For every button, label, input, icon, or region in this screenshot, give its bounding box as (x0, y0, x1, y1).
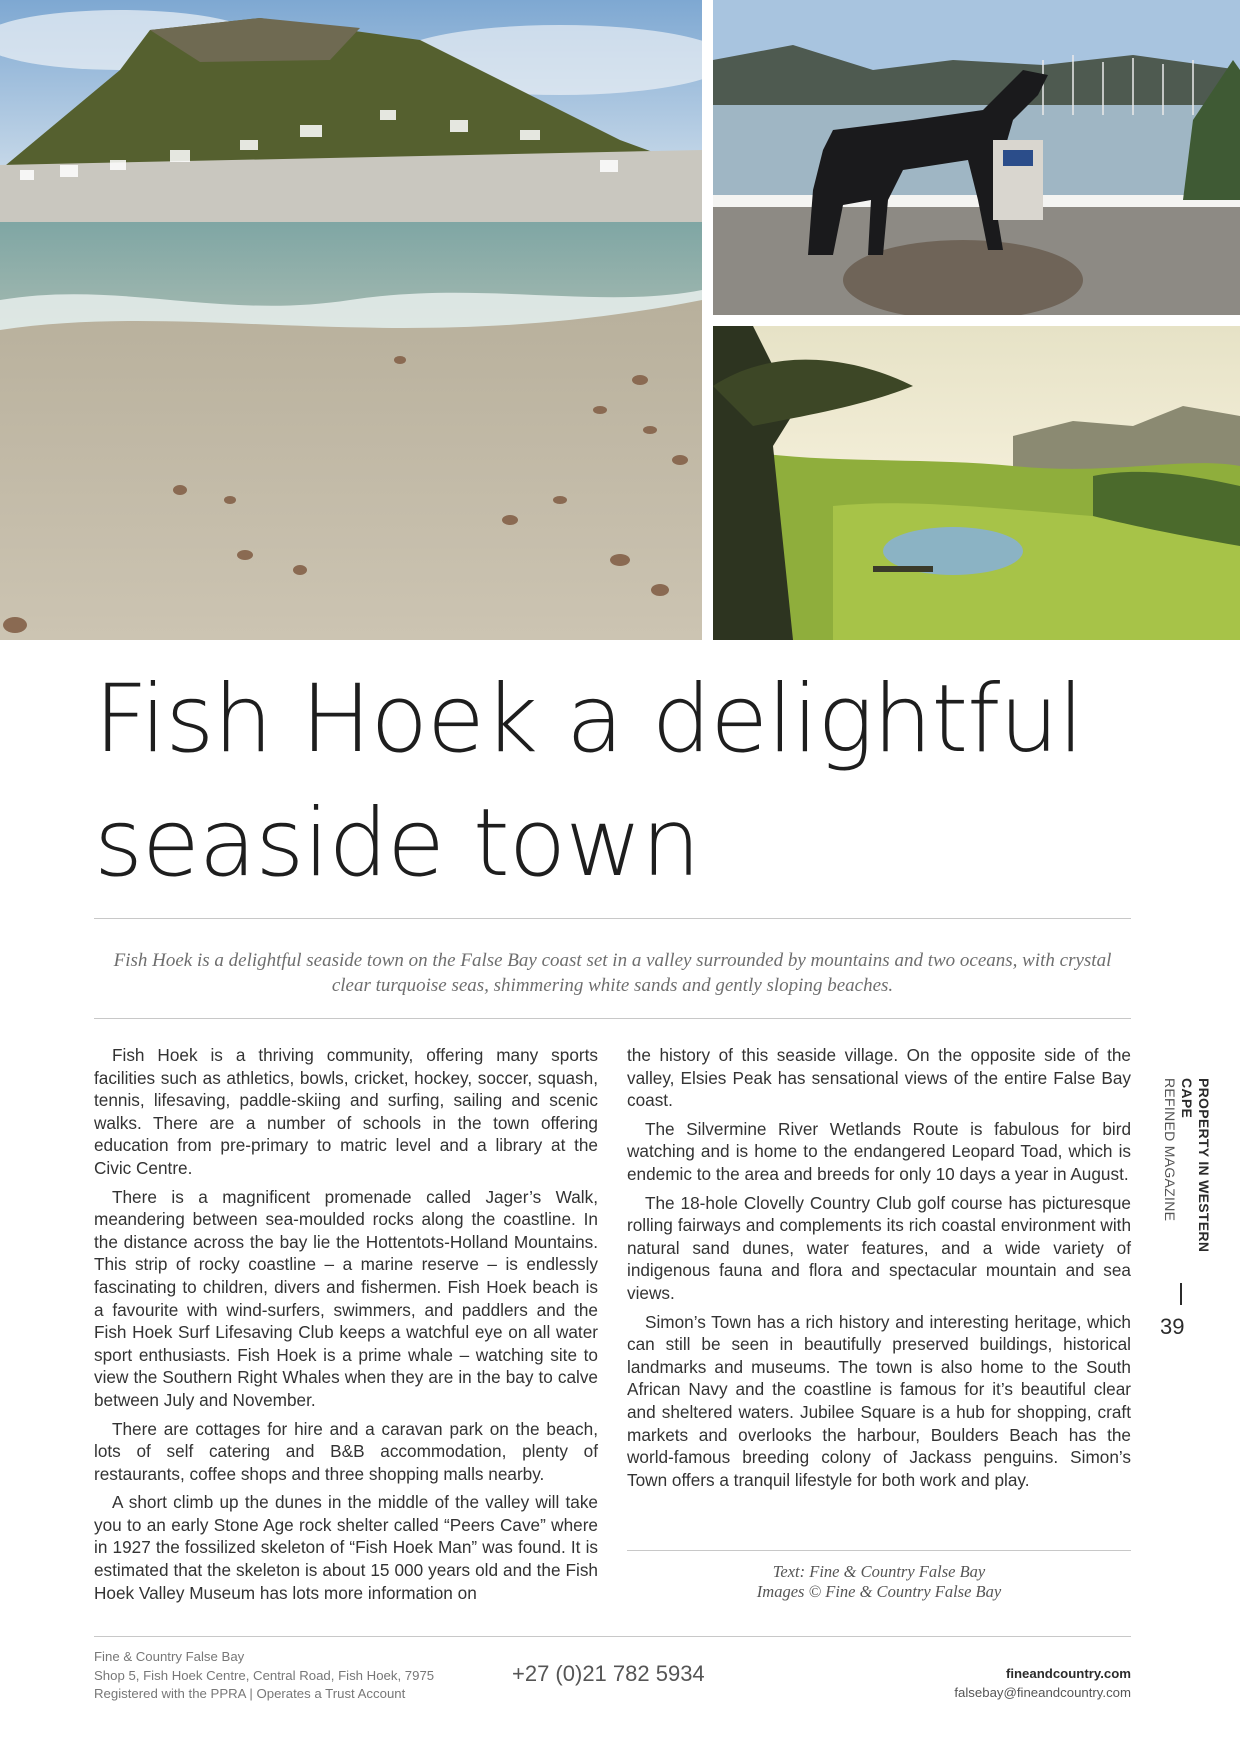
footer-rule (94, 1636, 1131, 1637)
footer-website-link[interactable]: fineandcountry.com (1005, 1666, 1131, 1681)
section-label (1162, 1078, 1216, 1268)
paragraph: There are cottages for hire and a caravan park on the beach, lots of self catering and B&B accommodation, plenty of restaurants, coffee shops and three shopping malls nearby. (94, 1418, 598, 1484)
footer-phone[interactable]: +27 (0)21 782 5934 (512, 1661, 705, 1686)
body-column-left (94, 1044, 598, 1610)
title-line-1: Fish Hoek a delightful (94, 665, 1083, 774)
standfirst-bottom-rule (94, 1018, 1131, 1019)
dog-statue-photo (713, 0, 1240, 315)
section-label-primary: PROPERTY IN WESTERN CAPE (1179, 1078, 1212, 1253)
text-credit: Text: Fine & Country False Bay (772, 1562, 986, 1581)
paragraph: There is a magnificent promenade called Jager’s Walk, meandering between sea-moulded rocks along the coastline. In the distance across the bay lie the Hottentots-Holland Mountains. This strip of rocky coastline – a marine reserve – is endlessly fascinating to children, divers and fishermen. Fish Hoek beach is a favourite with wind-surfers, swimmers, and paddlers and the Fish Hoek Surf Lifesaving Club keeps a watchful eye on all water sport enthusiasts. Fish Hoek is a prime whale – watching site to view the Southern Right Whales when they are in the bay to calve between July and November. (94, 1186, 598, 1410)
section-divider (1180, 1283, 1182, 1305)
page-number: 39 (1160, 1314, 1185, 1339)
standfirst: Fish Hoek is a delightful seaside town on the False Bay coast set in a valley surrounded by mountains and two oceans, with crystal clear turquoise seas, shimmering white sands and gently sloping beaches. (113, 950, 1112, 996)
paragraph: the history of this seaside village. On the opposite side of the valley, Elsies Peak has sensational views of the entire False Bay coast. (627, 1045, 1131, 1111)
article-title (94, 658, 1134, 906)
paragraph: A short climb up the dunes in the middle of the valley will take you to an early Stone Age rock shelter called “Peers Cave” where in 1927 the fossilized skeleton of “Fish Hoek Man” was found. It is estimated that the skeleton is about 15 000 years old and the Fish Hoek Valley Museum has lots more information on (94, 1492, 598, 1603)
footer-registration: Registered with the PPRA | Operates a Trust Account (94, 1686, 406, 1701)
footer-company: Fine & Country False Bay (94, 1649, 245, 1664)
footer-address: Shop 5, Fish Hoek Centre, Central Road, Fish Hoek, 7975 (94, 1667, 435, 1683)
beach-photo (0, 0, 702, 640)
paragraph: Fish Hoek is a thriving community, offering many sports facilities such as athletics, bowls, cricket, hockey, soccer, squash, tennis, lifesaving, paddle-skiing and surfing, sailing and scenic walks. There are a number of schools in the town offering education from pre-primary to matric level and a library at the Civic Centre. (94, 1045, 598, 1178)
image-credit: Images © Fine & Country False Bay (756, 1582, 1002, 1601)
footer-email-link[interactable]: falsebay@fineandcountry.com (954, 1684, 1131, 1700)
paragraph: The 18-hole Clovelly Country Club golf course has picturesque rolling fairways and complements its rich coastal environment with natural sand dunes, water features, and a wide variety of indigenous fauna and flora and spectacular mountain and sea views. (627, 1192, 1131, 1303)
credits (627, 1562, 1131, 1602)
paragraph: Simon’s Town has a rich history and interesting heritage, which can still be seen in beautifully preserved buildings, historical landmarks and museums. The town is also home to the South African Navy and the coastline is famous for it’s beautiful clear and sheltered waters. Jubilee Square is a hub for shopping, craft markets and overlooks the harbour, Boulders Beach has the world-famous breeding colony of Jackass penguins. Simon’s Town offers a tranquil lifestyle for both work and play. (627, 1311, 1131, 1490)
footer-address-block (94, 1648, 434, 1704)
footer-contact-block (954, 1665, 1131, 1702)
title-line-2: seaside town (94, 789, 700, 898)
section-label-secondary: REFINED MAGAZINE (1162, 1078, 1178, 1222)
body-column-right (627, 1044, 1131, 1497)
credits-rule (627, 1550, 1131, 1551)
golf-course-photo (713, 326, 1240, 640)
paragraph: The Silvermine River Wetlands Route is fabulous for bird watching and is home to the endangered Leopard Toad, which is endemic to the area and breeds for only 10 days a year in August. (627, 1118, 1131, 1184)
standfirst-top-rule (94, 918, 1131, 919)
